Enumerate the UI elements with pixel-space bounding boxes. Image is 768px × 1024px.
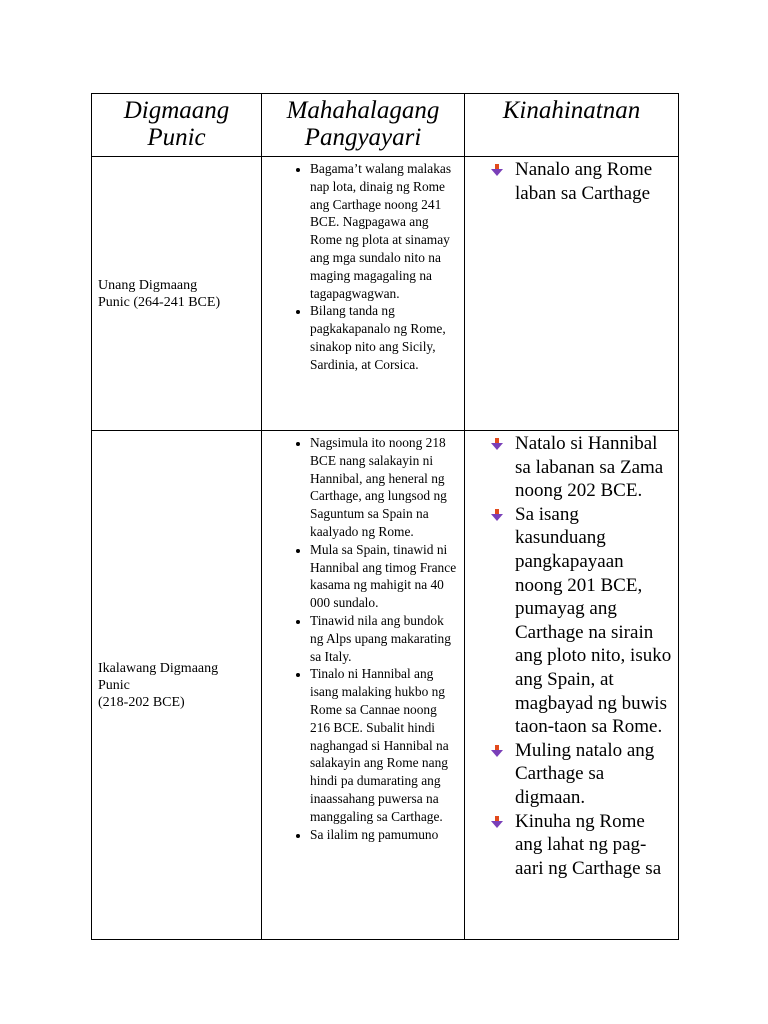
arrow-down-bullet-icon bbox=[491, 438, 503, 450]
list-item: • Sa ilalim ng pamumuno bbox=[310, 826, 460, 844]
header-kinahinatnan bbox=[465, 94, 679, 157]
list-item: • Mula sa Spain, tinawid ni Hannibal ang timog France kasama ng mahigit na 40 000 sundalo. bbox=[310, 541, 460, 612]
war-name-text: Unang Digmaang bbox=[98, 277, 198, 293]
header-text: Punic bbox=[147, 124, 206, 151]
list-item bbox=[515, 503, 674, 739]
list-item bbox=[515, 158, 674, 205]
result-text: Sa isang kasunduang pangkapayaan noong 201 BCE, pumayag ang Carthage na sirain ang ploto nito, isuko ang Spain, at magbayad ng buwis taon-taon sa Rome. bbox=[515, 503, 672, 738]
result-text: Muling natalo ang Carthage sa digmaan. bbox=[515, 739, 655, 808]
list-item bbox=[515, 432, 674, 503]
list-item: • Bilang tanda ng pagkakapanalo ng Rome, sinakop nito ang Sicily, Sardinia, at Corsica. bbox=[310, 302, 460, 373]
list-item: • Bagama’t walang malakas nap lota, dinaig ng Rome ang Carthage noong 241 BCE. Nagpagawa ang Rome ng plota at sinamay ang mga sundalo nito na maging magagaling na tagapagwagwan. bbox=[310, 160, 460, 302]
results-list bbox=[465, 158, 678, 205]
results-cell bbox=[465, 157, 679, 431]
header-digmaang-punic bbox=[92, 94, 262, 157]
table-header-row bbox=[92, 94, 679, 157]
war-name-cell bbox=[92, 431, 262, 940]
header-text: Digmaang bbox=[123, 97, 230, 124]
result-text: Nanalo ang Rome laban sa Carthage bbox=[515, 159, 653, 204]
events-cell bbox=[262, 157, 465, 431]
result-text: Natalo si Hannibal sa labanan sa Zama noong 202 BCE. bbox=[515, 433, 664, 502]
events-list bbox=[262, 434, 464, 843]
events-list bbox=[262, 160, 464, 374]
arrow-down-bullet-icon bbox=[491, 745, 503, 757]
list-item: • Tinawid nila ang bundok ng Alps upang makarating sa Italy. bbox=[310, 612, 460, 665]
list-item: • Tinalo ni Hannibal ang isang malaking hukbo ng Rome sa Cannae noong 216 BCE. Subalit hindi naghangad si Hannibal na salakayin ang Rome nang hindi pa dumarating ang inaassahang puwersa na manggaling sa Carthage. bbox=[310, 665, 460, 825]
arrow-down-bullet-icon bbox=[491, 816, 503, 828]
header-text: Mahahalagang bbox=[286, 97, 440, 124]
arrow-down-bullet-icon bbox=[491, 164, 503, 176]
war-name-cell bbox=[92, 157, 262, 431]
result-text: Kinuha ng Rome ang lahat ng pag-aari ng Carthage sa bbox=[515, 810, 662, 879]
header-text: Pangyayari bbox=[304, 124, 422, 151]
list-item: • Nagsimula ito noong 218 BCE nang salakayin ni Hannibal, ang heneral ng Carthage, ang lungsod ng Saguntum sa Spain na kaalyado ng Rome. bbox=[310, 434, 460, 541]
war-name-text: Ikalawang Digmaang bbox=[98, 660, 219, 676]
table-row bbox=[92, 157, 679, 431]
results-list bbox=[465, 432, 678, 880]
list-item bbox=[515, 739, 674, 810]
war-name-text: Punic (264-241 BCE) bbox=[98, 294, 221, 310]
war-name-text: (218-202 BCE) bbox=[98, 694, 185, 710]
results-cell bbox=[465, 431, 679, 940]
punic-wars-table bbox=[91, 93, 679, 940]
arrow-down-bullet-icon bbox=[491, 509, 503, 521]
list-item bbox=[515, 810, 674, 881]
events-cell bbox=[262, 431, 465, 940]
header-text: Kinahinatnan bbox=[502, 97, 641, 124]
header-mahahalagang-pangyayari bbox=[262, 94, 465, 157]
war-name-text: Punic bbox=[98, 677, 130, 693]
table-row bbox=[92, 431, 679, 940]
